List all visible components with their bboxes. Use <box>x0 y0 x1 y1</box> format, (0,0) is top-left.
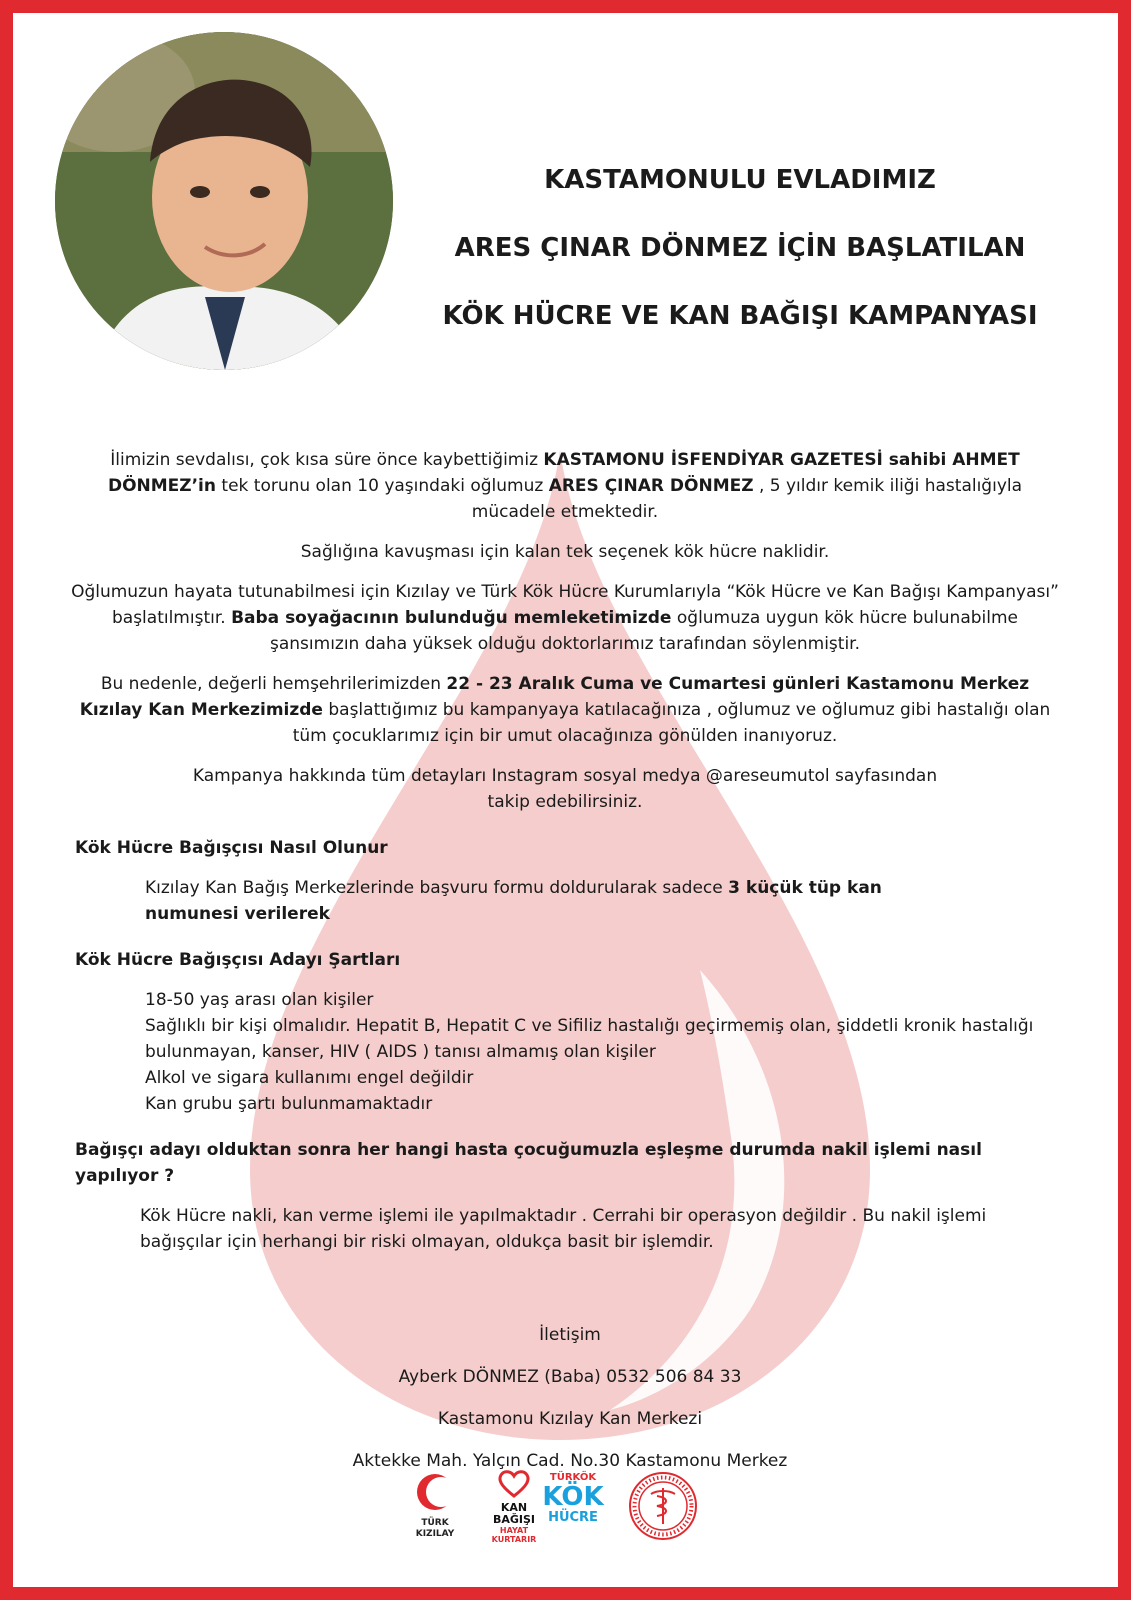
contact-block <box>200 1322 940 1490</box>
hayat-text: HAYAT <box>499 1526 529 1535</box>
kok-text: KÖK <box>542 1482 604 1512</box>
intro-bold-text: Baba soyağacının bulunduğu memleketimizde <box>231 608 672 628</box>
requirement-item: Alkol ve sigara kullanımı engel değildir <box>145 1068 474 1088</box>
intro-text: İlimizin sevdalısı, çok kısa süre önce kaybettiğimiz <box>110 450 544 470</box>
intro-text: Bu nedenle, değerli hemşehrilerimizden <box>100 674 447 694</box>
intro-paragraph-3 <box>70 579 1060 657</box>
section2-heading: Kök Hücre Bağışçısı Adayı Şartları <box>75 950 401 970</box>
intro-paragraph-1 <box>70 447 1060 525</box>
bagisi-text: BAĞIŞI <box>492 1513 536 1526</box>
requirement-item: Sağlıklı bir kişi olmalıdır. Hepatit B, Hepatit C ve Sifiliz hastalığı geçirmemiş olan, şiddetli kronik hastalığı bulunmayan, kanser, HIV ( AIDS ) tanısı almamış olan kişiler <box>145 1016 1034 1062</box>
intro-text: , 5 yıldır kemik iliği hastalığıyla mücadele etmektedir. <box>471 476 1023 522</box>
contact-phone: Ayberk DÖNMEZ (Baba) 0532 506 84 33 <box>398 1367 742 1387</box>
crescent-icon <box>413 1470 457 1514</box>
section3-text: Kök Hücre nakli, kan verme işlemi ile yapılmaktadır . Cerrahi bir operasyon değildir . Bu nakil işlemi bağışçılar için herhangi bir riski olmayan, oldukça basit bir işlemdir. <box>140 1206 987 1252</box>
health-ministry-seal <box>623 1470 703 1546</box>
contact-address: Aktekke Mah. Yalçın Cad. No.30 Kastamonu Merkez <box>352 1451 788 1471</box>
main-content <box>70 447 1060 1255</box>
turkok-text: TÜRKÖK <box>549 1472 597 1483</box>
hucre-text: HÜCRE <box>548 1510 598 1525</box>
intro-bold-text: KASTAMONU İSFENDİYAR GAZETESİ sahibi AHMET DÖNMEZ’in <box>107 450 1020 496</box>
section1-bold: 3 küçük tüp kan numunesi verilerek <box>145 878 882 924</box>
kizilay-text-1: TÜRK <box>421 1518 449 1528</box>
intro-paragraph-4 <box>70 671 1060 749</box>
title-line-1: KASTAMONULU EVLADIMIZ <box>544 165 936 195</box>
intro-text: başlattığımız bu kampanyaya katılacağınıza , oğlumuz ve oğlumuz gibi hastalığı olan tüm çocuklarımız için bir umut olacağınıza gönülden inanıyoruz. <box>292 700 1051 746</box>
logo-row <box>395 1470 735 1560</box>
heart-icon <box>497 1470 531 1498</box>
contact-center: Kastamonu Kızılay Kan Merkezi <box>437 1409 703 1429</box>
section1-heading: Kök Hücre Bağışçısı Nasıl Olunur <box>75 838 388 858</box>
section1-plain: Kızılay Kan Bağış Merkezlerinde başvuru formu doldurularak sadece <box>145 878 729 898</box>
kizilay-logo <box>400 1470 470 1540</box>
intro-text: tek torunu olan 10 yaşındaki oğlumuz <box>216 476 549 496</box>
intro-text: oğlumuza uygun kök hücre bulunabilme şansımızın daha yüksek olduğu doktorlarımız tarafından söylenmiştir. <box>270 608 1018 654</box>
boy-portrait-photo <box>55 32 393 370</box>
intro-paragraph-2: Sağlığına kavuşması için kalan tek seçenek kök hücre naklidir. <box>300 542 830 562</box>
requirement-item: Kan grubu şartı bulunmamaktadır <box>145 1094 433 1114</box>
intro-bold-text: 22 - 23 Aralık Cuma ve Cumartesi günleri Kastamonu Merkez Kızılay Kan Merkezimizde <box>79 674 1030 720</box>
title-line-2: ARES ÇINAR DÖNMEZ İÇİN BAŞLATILAN <box>454 233 1026 263</box>
contact-label: İletişim <box>539 1325 601 1345</box>
kizilay-text-2: KIZILAY <box>415 1529 455 1539</box>
ministry-seal-icon <box>627 1470 699 1542</box>
requirement-item: 18-50 yaş arası olan kişiler <box>145 990 374 1010</box>
intro-text: Oğlumuzun hayata tutunabilmesi için Kızılay ve Türk Kök Hücre Kurumlarıyla “Kök Hücre ve Kan Bağışı Kampanyası” başlatılmıştır. <box>71 582 1059 628</box>
section3-heading: Bağışçı adayı olduktan sonra her hangi hasta çocuğumuzla eşleşme durumda nakil işlemi nasıl yapılıyor ? <box>75 1140 982 1186</box>
section1-text <box>145 875 965 927</box>
intro-bold-text: ARES ÇINAR DÖNMEZ <box>548 476 754 496</box>
turkok-logo <box>533 1472 613 1525</box>
page-title <box>380 165 1100 369</box>
title-line-3: KÖK HÜCRE VE KAN BAĞIŞI KAMPANYASI <box>442 301 1038 331</box>
intro-paragraph-5: Kampanya hakkında tüm detayları Instagram sosyal medya @areseumutol sayfasından takip edebilirsiniz. <box>192 766 938 812</box>
kurtarir-text: KURTARIR <box>491 1535 537 1544</box>
kan-text: KAN <box>500 1501 528 1514</box>
